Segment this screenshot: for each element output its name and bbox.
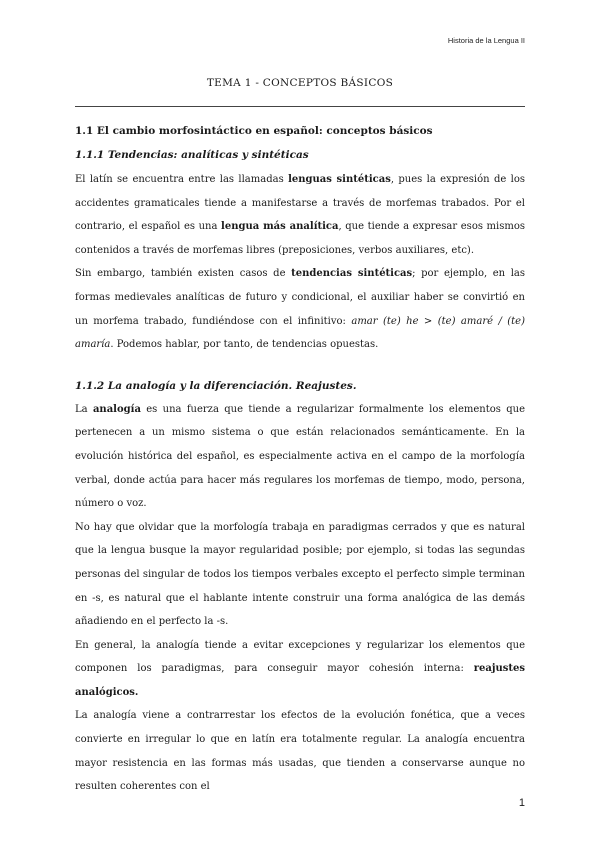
page-number: 1 bbox=[518, 797, 525, 809]
paragraph-closed-paradigms: No hay que olvidar que la morfología trabaja en paradigmas cerrados y que es natural que la lengua busque la mayor regularidad posible; por ejemplo, si todas las segundas personas del singular de todos los tiempos verbales excepto el perfecto simple terminan en -s, es natural que el hablante intente construir una forma analógica de las demás añadiendo en el perfecto la -s. bbox=[75, 521, 525, 628]
running-header: Historia de la Lengua II bbox=[447, 36, 525, 45]
section-heading-1-1: 1.1 El cambio morfosintáctico en español: conceptos básicos bbox=[75, 125, 433, 137]
paragraph-analogy-definition bbox=[75, 398, 525, 516]
paragraph-analogical-readjustments bbox=[75, 634, 525, 705]
text-run: En general, la analogía tiende a evitar excepciones y regularizar los elementos que componen los paradigmas, para conseguir mayor cohesión interna: bbox=[75, 639, 525, 675]
text-run: La bbox=[75, 403, 93, 415]
italic-example-future-forms: amar (te) he > (te) amaré / (te) amaría bbox=[75, 315, 525, 351]
text-run: ; por ejemplo, en las formas medievales analíticas de futuro y condicional, el auxiliar haber se convirtió en un morfema trabado, fundiéndose con el infinitivo: bbox=[75, 268, 526, 327]
bold-term-reajustes-analogicos: reajustes analógicos. bbox=[75, 663, 525, 698]
document-body bbox=[75, 124, 525, 799]
text-run: . Podemos hablar, por tanto, de tendencias opuestas. bbox=[110, 339, 379, 351]
text-run: Sin embargo, también existen casos de bbox=[75, 268, 292, 280]
bold-term-lenguas-sinteticas: lenguas sintéticas bbox=[288, 174, 391, 185]
paragraph-synthetic-tendencies bbox=[75, 262, 525, 356]
text-run: es una fuerza que tiende a regularizar formalmente los elementos que pertenecen a un mismo sistema o que están relacionados semánticamente. En la evolución histórica del español, es especialmente activa en el campo de la morfología verbal, donde actúa para hacer más regulares los morfemas de tiempo, modo, persona, número o voz. bbox=[75, 403, 526, 510]
bold-term-tendencias-sinteticas: tendencias sintéticas bbox=[291, 268, 413, 280]
text-run: , pues la expresión de los accidentes gramaticales tiende a manifestarse a través de morfemas trabados. Por el contrario, el español es una bbox=[75, 174, 525, 233]
bold-term-lengua-mas-analitica: lengua más analítica bbox=[221, 221, 339, 233]
paragraph-phonetic-evolution: La analogía viene a contrarrestar los efectos de la evolución fonética, que a veces convierte en irregular lo que en latín era totalmente regular. La analogía encuentra mayor resistencia en las formas más usadas, que tienden a conservarse aunque no resulten coherentes con el bbox=[75, 710, 525, 793]
bold-term-analogia: analogía bbox=[92, 403, 141, 415]
paragraph-synthetic-languages bbox=[75, 168, 525, 262]
subsection-heading-1-1-1: 1.1.1 Tendencias: analíticas y sintéticas bbox=[75, 149, 309, 161]
title-divider bbox=[75, 106, 525, 107]
document-title: TEMA 1 - CONCEPTOS BÁSICOS bbox=[206, 77, 394, 89]
subsection-heading-1-1-2: 1.1.2 La analogía y la diferenciación. Reajustes. bbox=[75, 379, 357, 392]
text-run: El latín se encuentra entre las llamadas bbox=[75, 174, 289, 185]
text-run: , que tiende a expresar esos mismos contenidos a través de morfemas libres (preposiciones, verbos auxiliares, etc). bbox=[75, 221, 525, 256]
section-spacer bbox=[75, 357, 525, 373]
